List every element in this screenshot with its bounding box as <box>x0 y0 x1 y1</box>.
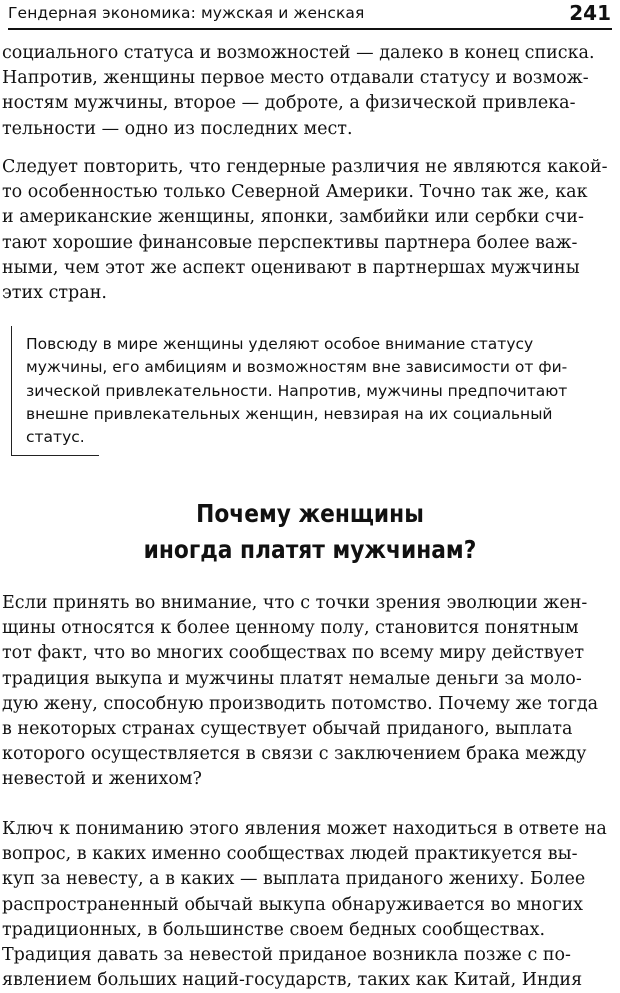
text-line: мужчины, его амбициям и возможностям вне зависимости от фи- <box>26 358 568 377</box>
text-line: явлением больших наций-государств, таких как Китай, Индия <box>2 970 583 991</box>
summary-callout <box>11 326 597 456</box>
text-line: Повсюду в мире женщины уделяют особое внимание статусу <box>26 335 534 353</box>
text-line: распространенный обычай выкупа обнаруживается во многих <box>2 894 583 915</box>
heading-line: Почему женщины <box>196 499 424 528</box>
text-line: Следует повторить, что гендерные различия не являются какой- <box>2 157 608 177</box>
text-line: этих стран. <box>2 283 107 304</box>
text-line: дую жену, способную производить потомство. Почему же тогда <box>2 693 599 714</box>
heading-line: иногда платят мужчинам? <box>143 535 477 564</box>
paragraph <box>2 591 613 793</box>
text-line: тот факт, что во многих сообществах по всему миру действует <box>2 643 584 664</box>
section-heading <box>40 496 579 568</box>
text-line: которого осуществляется в связи с заключением брака между <box>2 744 587 765</box>
text-line: щины относятся к более ценному полу, становится понятным <box>2 618 579 639</box>
text-line: ными, чем этот же аспект оценивают в партнершах мужчины <box>2 257 580 278</box>
text-line: куп за невесту, а в каких — выплата приданого жениху. Более <box>2 869 586 890</box>
text-line: невестой и женихом? <box>2 769 202 790</box>
paragraph <box>2 41 613 142</box>
text-line: в некоторых странах существует обычай приданого, выплата <box>2 719 573 740</box>
text-line: и американские женщины, японки, замбийки или сербки счи- <box>2 207 584 228</box>
text-line: внешне привлекательных женщин, невзирая на их социальный <box>26 404 553 423</box>
paragraph <box>2 155 613 306</box>
text-line: вопрос, в каких именно сообществах людей практикуется вы- <box>2 844 578 865</box>
running-header <box>8 0 612 30</box>
text-line: традиция выкупа и мужчины платят немалые деньги за моло- <box>2 668 582 689</box>
text-line: Традиция давать за невестой приданое возникла позже с по- <box>2 945 571 966</box>
chapter-title: Гендерная экономика: мужская и женская <box>8 4 365 22</box>
page-number: 241 <box>569 1 611 25</box>
text-line: ностям мужчины, второе — доброте, а физической привлека- <box>2 93 576 114</box>
text-line: тают хорошие финансовые перспективы партнера более важ- <box>2 232 578 253</box>
paragraph <box>2 817 613 993</box>
text-line: традиционных, в большинстве своем бедных сообществах. <box>2 919 546 940</box>
text-line: Ключ к пониманию этого явления может находиться в ответе на <box>2 819 607 839</box>
text-line: то особенностью только Северной Америки. Точно так же, как <box>2 182 588 203</box>
text-line: зической привлекательности. Напротив, мужчины предпочитают <box>26 381 568 400</box>
text-line: Если принять во внимание, что с точки зрения эволюции жен- <box>2 593 588 613</box>
callout-text <box>26 333 567 449</box>
text-line: социального статуса и возможностей — далеко в конец списка. <box>2 43 595 63</box>
text-line: тельности — одно из последних мест. <box>2 118 353 139</box>
text-line: Напротив, женщины первое место отдавали статусу и возмож- <box>2 68 589 89</box>
callout-bottom-rule <box>12 455 99 456</box>
text-line: статус. <box>26 428 85 447</box>
